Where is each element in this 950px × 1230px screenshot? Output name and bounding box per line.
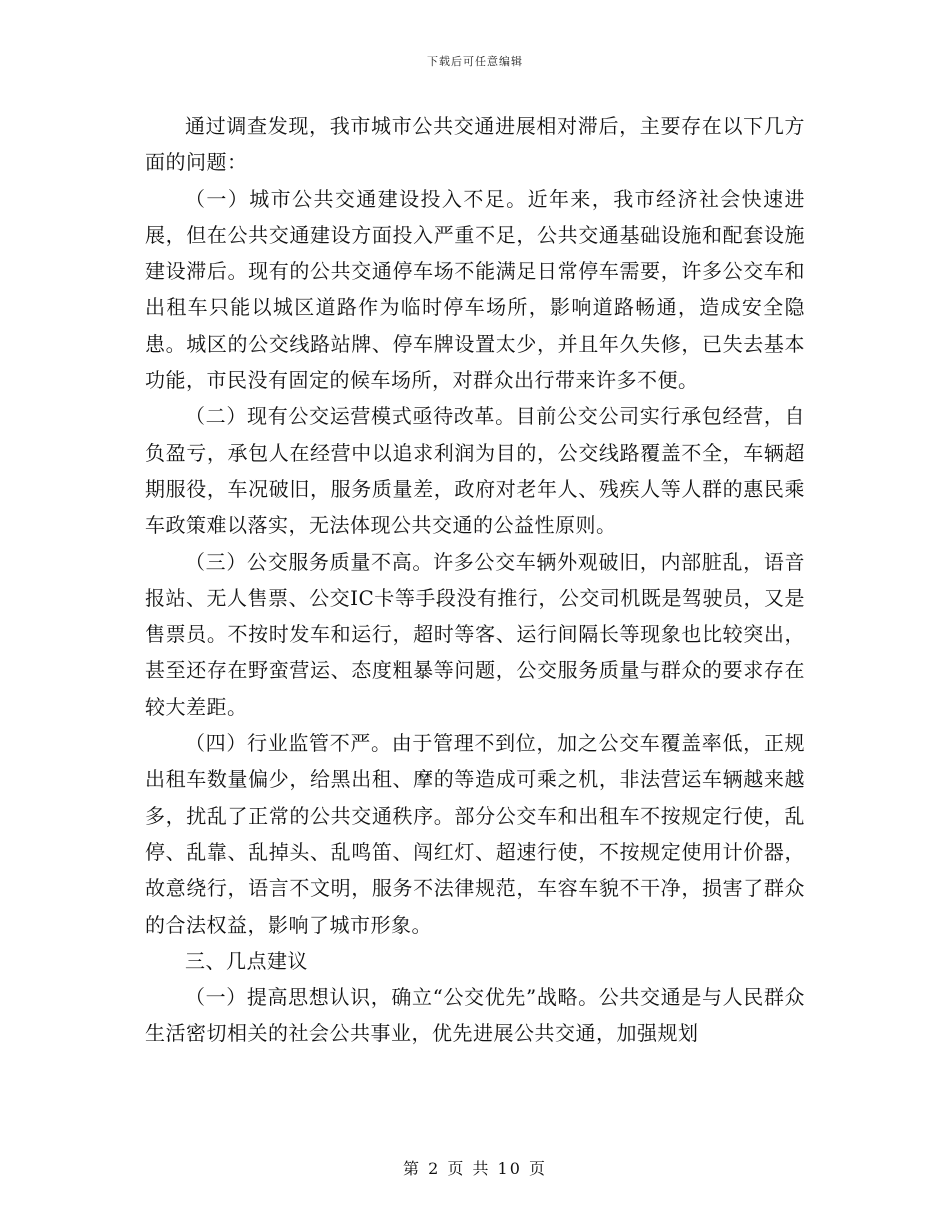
paragraph-issue-3: （三）公交服务质量不高。许多公交车辆外观破旧，内部脏乱，语音报站、无人售票、公交IC卡等手段没有推行，公交司机既是驾驶员，又是售票员。不按时发车和运行，超时等客、运行间隔长等现象也比较突出，甚至还存在野蛮营运、态度粗暴等问题，公交服务质量与群众的要求存在较大差距。 xyxy=(145,549,805,719)
paragraph-suggestion-1: （一）提高思想认识，确立“公交优先”战略。公共交通是与人民群众生活密切相关的社会公共事业，优先进展公共交通，加强规划 xyxy=(145,985,805,1046)
paragraph-issue-4: （四）行业监管不严。由于管理不到位，加之公交车覆盖率低，正规出租车数量偏少，给黑出租、摩的等造成可乘之机，非法营运车辆越来越多，扰乱了正常的公共交通秩序。部分公交车和出租车不按规定行使，乱停、乱靠、乱掉头、乱鸣笛、闯红灯、超速行使，不按规定使用计价器，故意绕行，语言不文明，服务不法律规范，车容车貌不干净，损害了群众的合法权益，影响了城市形象。 xyxy=(145,731,805,937)
paragraph-issue-1: （一）城市公共交通建设投入不足。近年来，我市经济社会快速进展，但在公共交通建设方面投入严重不足，公共交通基础设施和配套设施建设滞后。现有的公共交通停车场不能满足日常停车需要，许多公交车和出租车只能以城区道路作为临时停车场所，影响道路畅通，造成安全隐患。城区的公交线路站牌、停车牌设置太少，并且年久失修，已失去基本功能，市民没有固定的候车场所，对群众出行带来许多不便。 xyxy=(145,186,805,393)
page-header: 下载后可任意编辑 xyxy=(427,55,523,68)
section-heading-suggestions: 三、几点建议 xyxy=(185,948,308,973)
paragraph-issue-2: （二）现有公交运营模式亟待改革。目前公交公司实行承包经营，自负盈亏，承包人在经营中以追求利润为目的，公交线路覆盖不全，车辆超期服役，车况破旧，服务质量差，政府对老年人、残疾人等人群的惠民乘车政策难以落实，无法体现公共交通的公益性原则。 xyxy=(145,404,805,538)
page-footer: 第 2 页 共 10 页 xyxy=(403,1159,547,1178)
document-body xyxy=(145,108,805,1052)
paragraph-intro: 通过调查发现，我市城市公共交通进展相对滞后，主要存在以下几方面的问题： xyxy=(145,114,805,175)
